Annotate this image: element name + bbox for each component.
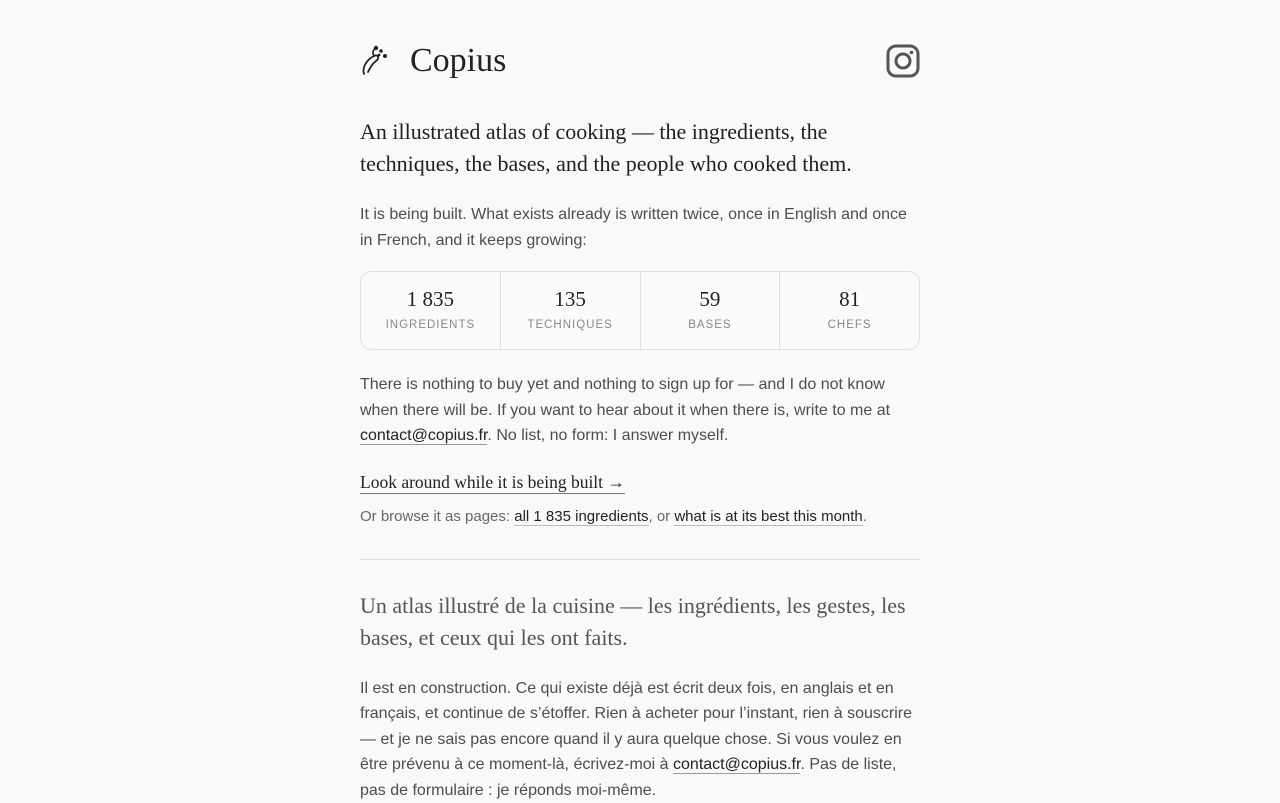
page-container — [360, 0, 920, 803]
stat-label: BASES — [641, 319, 780, 331]
english-tagline: An illustrated atlas of cooking — the ingredients, the techniques, the bases, and the people who cooked them. — [360, 116, 920, 180]
french-text-after: . Pas de liste, pas de formulaire : je réponds moi-même. — [360, 756, 896, 799]
contact-email-link[interactable]: contact@copius.fr — [360, 427, 487, 445]
brand[interactable] — [360, 44, 506, 78]
browse-line — [360, 506, 920, 528]
stat-ingredients — [361, 272, 500, 349]
look-around-link[interactable]: Look around while it is being built → — [360, 471, 625, 494]
stats-panel — [360, 271, 920, 350]
stat-label: INGREDIENTS — [361, 319, 500, 331]
contact-text-after: . No list, no form: I answer myself. — [487, 427, 728, 444]
contact-text-before: There is nothing to buy yet and nothing to sign up for — and I do not know when there will be. If you want to hear about it when there is, write to me at — [360, 376, 890, 419]
stat-value: 81 — [780, 287, 919, 311]
browse-separator: , or — [649, 508, 675, 525]
site-header — [360, 40, 920, 82]
all-ingredients-link[interactable]: all 1 835 ingredients — [514, 508, 648, 526]
best-this-month-link[interactable]: what is at its best this month — [674, 508, 862, 526]
section-divider — [360, 559, 920, 560]
english-contact-paragraph — [360, 372, 920, 449]
stat-techniques — [500, 272, 640, 349]
french-contact-email-link[interactable]: contact@copius.fr — [673, 756, 800, 774]
browse-suffix: . — [863, 508, 867, 525]
french-text-before: Il est en construction. Ce qui existe déjà est écrit deux fois, en anglais et en français, et continue de s’étoffer. Rien à acheter pour l’instant, rien à souscrire — et je ne sais pas encore quand il y aura quelque chose. Si vous voulez en être prévenu à ce moment-là, écrivez-moi à — [360, 680, 912, 774]
whisk-icon — [360, 44, 390, 78]
stat-value: 59 — [641, 287, 780, 311]
brand-name: Copius — [410, 44, 506, 78]
browse-prefix: Or browse it as pages: — [360, 508, 514, 525]
english-intro: It is being built. What exists already is written twice, once in English and once in French, and it keeps growing: — [360, 202, 920, 253]
instagram-icon[interactable] — [886, 44, 920, 78]
stat-value: 135 — [501, 287, 640, 311]
stat-label: TECHNIQUES — [501, 319, 640, 331]
stat-label: CHEFS — [780, 319, 919, 331]
stat-value: 1 835 — [361, 287, 500, 311]
stat-chefs — [779, 272, 919, 349]
french-tagline: Un atlas illustré de la cuisine — les ingrédients, les gestes, les bases, et ceux qui les ont faits. — [360, 590, 920, 654]
stat-bases — [640, 272, 780, 349]
french-paragraph — [360, 676, 920, 803]
